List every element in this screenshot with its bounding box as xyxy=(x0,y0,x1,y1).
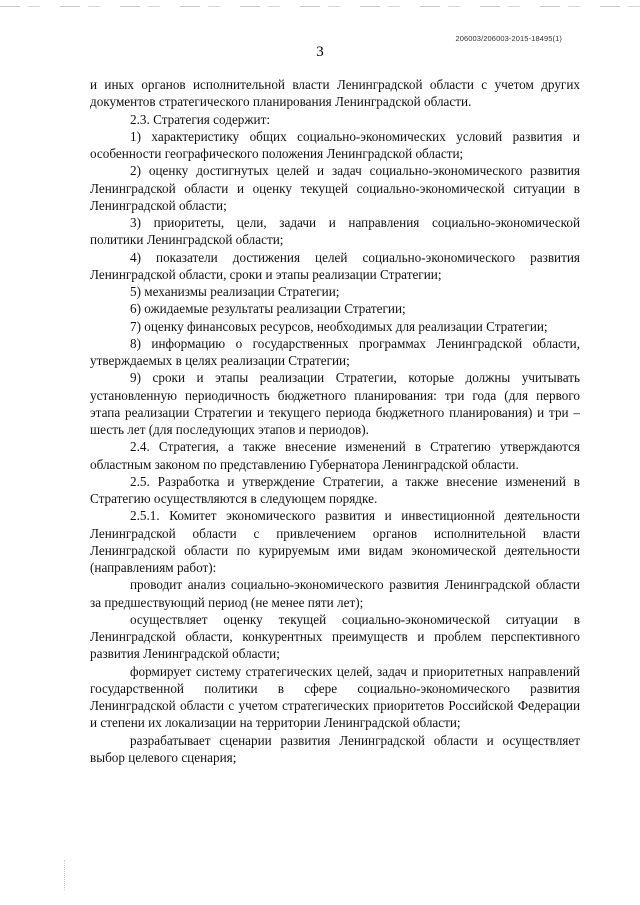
clause-paragraph: 2.5. Разработка и утверждение Стратегии, а также внесение изменений в Стратегию осуществляются в следующем порядке. xyxy=(90,473,580,506)
paragraph: и иных органов исполнительной власти Ленинградской области с учетом других документов стратегического планирования Ленинградской области. xyxy=(90,77,580,110)
section-heading: 2.3. Стратегия содержит: xyxy=(130,111,270,127)
list-item: 9) сроки и этапы реализации Стратегии, которые должны учитывать установленную периодичность бюджетного планирования: три года (для первого этапа реализации Стратегии и текущего периода бюджетного планирования) и три – шесть лет (для последующих этапов и периодов). xyxy=(90,370,580,437)
document-body xyxy=(90,76,580,766)
paragraph: осуществляет оценку текущей социально-экономической ситуации в Ленинградской области, конкурентных преимуществ и проблем перспективного развития Ленинградской области; xyxy=(90,611,580,662)
list-item: 3) приоритеты, цели, задачи и направления социально-экономической политики Ленинградской области; xyxy=(90,215,580,248)
clause-paragraph: 2.4. Стратегия, а также внесение изменений в Стратегию утверждаются областным законом по представлению Губернатора Ленинградской области. xyxy=(90,439,580,472)
paragraph: формирует систему стратегических целей, задач и приоритетных направлений государственной политики в сфере социально-экономического развития Ленинградской области с учетом стратегических приоритетов Российской Федерации и степени их локализации на территории Ленинградской области; xyxy=(90,663,580,731)
list-item: 4) показатели достижения целей социально-экономического развития Ленинградской области, сроки и этапы реализации Стратегии; xyxy=(90,249,580,282)
scan-artifact-dots xyxy=(64,860,67,890)
list-item: 8) информацию о государственных программах Ленинградской области, утверждаемых в целях реализации Стратегии; xyxy=(90,335,580,368)
paragraph: разрабатывает сценарии развития Ленинградской области и осуществляет выбор целевого сценария; xyxy=(90,732,580,765)
list-item: 1) характеристику общих социально-экономических условий развития и особенности географического положения Ленинградской области; xyxy=(90,128,580,161)
document-registration-number: 206003/206003-2015-18495(1) xyxy=(455,34,562,43)
clause-paragraph: 2.5.1. Комитет экономического развития и инвестиционной деятельности Ленинградской области с привлечением органов исполнительной власти Ленинградской области по курируемым ими видам экономической деятельности (направлениям работ): xyxy=(90,508,580,575)
scan-artifact-line xyxy=(0,6,640,7)
list-item: 2) оценку достигнутых целей и задач социально-экономического развития Ленинградской области и оценку текущей социально-экономической ситуации в Ленинградской области; xyxy=(90,163,580,213)
list-item: 6) ожидаемые результаты реализации Стратегии; xyxy=(130,301,406,317)
list-item: 7) оценку финансовых ресурсов, необходимых для реализации Стратегии; xyxy=(130,318,548,334)
page-number: 3 xyxy=(316,44,324,60)
list-item: 5) механизмы реализации Стратегии; xyxy=(130,284,340,299)
paragraph: проводит анализ социально-экономического развития Ленинградской области за предшествующий период (не менее пяти лет); xyxy=(90,577,580,610)
